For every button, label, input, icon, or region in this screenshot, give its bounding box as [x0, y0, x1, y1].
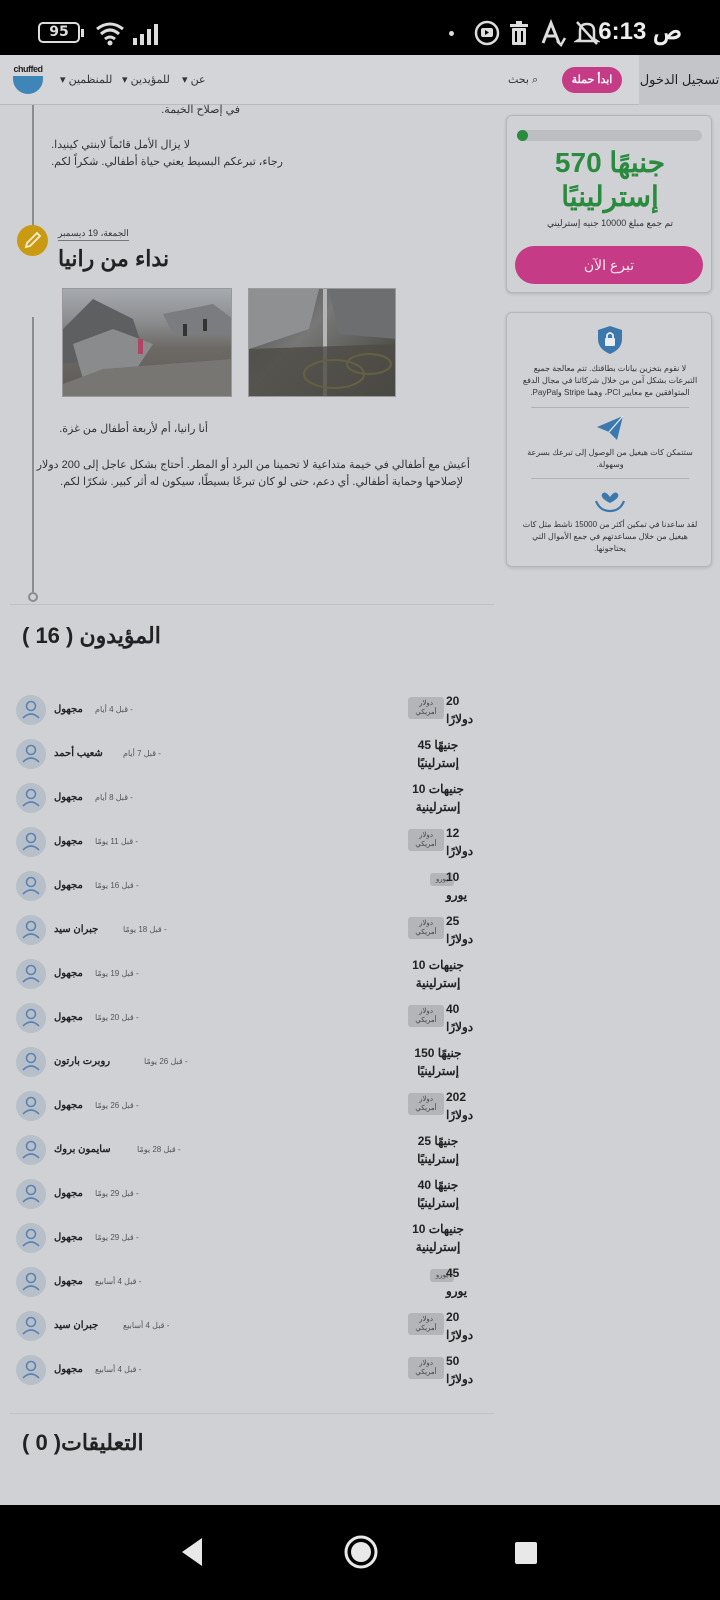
update-text: رجاء، تبرعكم البسيط يعني حياة أطفالي. شكراً لكم. [51, 156, 283, 168]
amount-currency: دولارًا [446, 844, 474, 858]
time-label: قبل 7 أيام [123, 749, 157, 758]
amount-value: 10 جنيهات [412, 958, 464, 972]
supporter-time [95, 1013, 139, 1022]
donation-amount [446, 1000, 473, 1036]
separator: - [133, 881, 139, 890]
nav-about-label: عن [190, 74, 206, 86]
amount-value: 20 [446, 1310, 460, 1324]
avatar-icon [16, 871, 46, 901]
separator: - [133, 969, 139, 978]
currency-badge: دولار أمريكي [408, 1357, 444, 1379]
section-divider [10, 604, 494, 605]
home-icon[interactable] [343, 1534, 379, 1570]
supporter-name: مجهول [54, 1012, 83, 1023]
community-info-text: لقد ساعدنا في تمكين أكثر من 15000 ناشط مثل كات هيغيل من خلال مساعدتهم في جمع الأموال التي يحتاجونها. [522, 520, 698, 553]
amount-value: 40 [446, 1002, 460, 1016]
update-date[interactable]: الجمعة، 19 ديسمبر [58, 228, 129, 241]
time-label: قبل 11 يومًا [95, 837, 134, 846]
supporter-name: مجهول [54, 704, 83, 715]
separator: - [136, 1365, 142, 1374]
time-label: قبل 26 يومًا [144, 1057, 183, 1066]
time-label: قبل 29 يومًا [95, 1189, 134, 1198]
amount-currency: إسترلينيًا [417, 1152, 459, 1166]
status-bar [0, 0, 720, 55]
comments-heading: ( 0 )التعليقات [22, 1430, 144, 1455]
update-text: لا يزال الأمل قائماً لابنتي كينيدا. [51, 139, 190, 151]
wifi-icon [95, 20, 125, 46]
avatar-icon [16, 739, 46, 769]
amount-value: 25 [446, 914, 460, 928]
supporter-row [0, 1003, 500, 1047]
currency-badge: دولار أمريكي [408, 917, 444, 939]
supporter-row [0, 871, 500, 915]
amount-currency: إسترلينية [415, 800, 461, 814]
amount-value: 50 [446, 1354, 460, 1368]
trust-info-card [506, 312, 712, 567]
separator: - [133, 1189, 139, 1198]
supporter-row [0, 1267, 500, 1311]
supporter-row [0, 1091, 500, 1135]
avatar-icon [16, 1003, 46, 1033]
security-info-text: لا نقوم بتخزين بيانات بطاقتك. تتم معالجة جميع التبرعات بشكل آمن من خلال شركائنا في مجال الدفع المتوافقين مع معايير PCI، وهما Stripe وPayPal. [522, 364, 698, 397]
shield-lock-icon [595, 325, 625, 355]
search-icon: ⌕ [532, 74, 539, 86]
supporter-row [0, 1135, 500, 1179]
login-button[interactable]: تسجيل الدخول [639, 55, 720, 105]
supporter-time [95, 793, 133, 802]
supporter-row [0, 959, 500, 1003]
timeline-line [32, 105, 34, 245]
amount-value: 10 جنيهات [412, 1222, 464, 1236]
supporter-name: مجهول [54, 1232, 83, 1243]
supporter-row [0, 1223, 500, 1267]
time-label: قبل 4 أسابيع [95, 1277, 137, 1286]
supporter-time [123, 925, 167, 934]
delete-icon [506, 19, 532, 47]
notification-dot-icon [449, 31, 454, 36]
search-link[interactable] [508, 73, 538, 87]
amount-currency: يورو [446, 1284, 468, 1298]
donation-amount [446, 692, 473, 728]
avatar-icon [16, 1091, 46, 1121]
helping-hands-icon [595, 485, 625, 515]
time-label: قبل 29 يومًا [95, 1233, 134, 1242]
update-text: في إصلاح الخيمة. [161, 104, 240, 116]
amount-value: 45 جنيهًا [417, 738, 459, 752]
supporter-name: مجهول [54, 1276, 83, 1287]
currency-badge: دولار أمريكي [408, 829, 444, 851]
supporter-name: مجهول [54, 1364, 83, 1375]
signal-icon [132, 22, 162, 46]
amount-value: 12 [446, 826, 460, 840]
logo-mark [13, 76, 43, 94]
supporter-row [0, 915, 500, 959]
avatar-icon [16, 1223, 46, 1253]
avatar-icon [16, 1179, 46, 1209]
update-paragraph: أعيش مع أطفالي في خيمة متداعية لا تحمينا من البرد أو المطر. أحتاج بشكل عاجل إلى 200 دولار [36, 459, 470, 471]
supporter-time [95, 969, 139, 978]
donation-amount [446, 1088, 473, 1124]
avatar-icon [16, 959, 46, 989]
goal-text: تم جمع مبلغ 10000 جنيه إسترليني [546, 218, 674, 228]
chuffed-logo[interactable] [12, 64, 44, 96]
separator: - [128, 705, 133, 714]
avatar-icon [16, 1355, 46, 1385]
time-label: قبل 19 يومًا [95, 969, 134, 978]
currency-badge: يورو [430, 873, 454, 886]
back-icon[interactable] [178, 1535, 208, 1569]
time-label: قبل 18 يومًا [123, 925, 162, 934]
supporter-name: مجهول [54, 1100, 83, 1111]
donation-amount [446, 824, 473, 860]
amount-value: 20 [446, 694, 460, 708]
supporter-row [0, 1047, 500, 1091]
currency-badge: دولار أمريكي [408, 697, 444, 719]
logo-text: chuffed [13, 64, 43, 74]
avatar-icon [16, 827, 46, 857]
supporter-row [0, 1311, 500, 1355]
amount-currency: دولارًا [446, 712, 474, 726]
avatar-icon [16, 1047, 46, 1077]
currency-badge: دولار أمريكي [408, 1313, 444, 1335]
clock: 6:13 ص [598, 18, 682, 45]
supporter-time [95, 1189, 139, 1198]
system-navigation-bar [0, 1505, 720, 1600]
update-photo-camp[interactable] [62, 288, 232, 397]
currency-badge: يورو [430, 1269, 454, 1282]
supporter-name: مجهول [54, 880, 83, 891]
amount-raised-line2: إسترلينيًا [561, 181, 659, 212]
paper-plane-icon [595, 413, 625, 443]
search-label: بحث [508, 74, 529, 86]
mute-icon [574, 19, 600, 47]
donation-amount [408, 1220, 468, 1256]
section-divider [10, 1413, 494, 1414]
amount-currency: دولارًا [446, 1372, 474, 1386]
avatar-icon [16, 1267, 46, 1297]
nav-about[interactable] [182, 73, 206, 86]
pencil-icon [17, 225, 48, 256]
amount-currency: دولارًا [446, 932, 474, 946]
supporter-row [0, 1355, 500, 1399]
font-icon [540, 19, 566, 47]
start-campaign-button[interactable]: ابدأ حملة [562, 67, 622, 93]
amount-currency: إسترلينية [415, 976, 461, 990]
amount-raised [507, 146, 713, 214]
donation-amount [446, 1352, 473, 1388]
info-divider [531, 478, 689, 479]
amount-value: 40 جنيهًا [417, 1178, 459, 1192]
amount-currency: إسترلينيًا [417, 1196, 459, 1210]
nav-organizers-label: للمنظمين [68, 74, 113, 86]
supporter-row [0, 695, 500, 739]
time-label: قبل 16 يومًا [95, 881, 134, 890]
time-label: قبل 4 أسابيع [123, 1321, 165, 1330]
supporter-time [95, 881, 139, 890]
donation-amount [446, 1308, 473, 1344]
chevron-down-icon: ▾ [60, 74, 66, 86]
donation-amount [408, 736, 468, 772]
info-divider [531, 407, 689, 408]
amount-currency: إسترلينيًا [417, 756, 459, 770]
supporter-name: روبرت بارتون [54, 1056, 111, 1067]
supporter-time [95, 1101, 139, 1110]
supporter-name: مجهول [54, 836, 83, 847]
time-label: قبل 8 أيام [95, 793, 129, 802]
supporter-time [123, 1321, 169, 1330]
timeline-line [32, 317, 34, 592]
nav-supporters[interactable] [122, 73, 170, 86]
separator: - [133, 1101, 139, 1110]
donation-amount [446, 1264, 467, 1300]
separator: - [133, 1013, 139, 1022]
supporter-name: سايمون بروك [54, 1144, 111, 1155]
separator: - [128, 793, 133, 802]
donation-card [506, 115, 712, 293]
donation-amount [408, 1132, 468, 1168]
update-title: نداء من رانيا [58, 246, 170, 271]
avatar-icon [16, 915, 46, 945]
amount-value: 150 جنيهًا [414, 1046, 462, 1060]
donation-amount [408, 1044, 468, 1080]
supporter-name: مجهول [54, 792, 83, 803]
donate-now-button[interactable]: تبرع الآن [515, 246, 703, 284]
separator: - [182, 1057, 188, 1066]
update-photo-tent[interactable] [248, 288, 396, 397]
amount-value: 25 جنيهًا [417, 1134, 459, 1148]
separator: - [161, 925, 167, 934]
supporter-name: جبران سيد [54, 1320, 99, 1331]
supporter-time [95, 1233, 139, 1242]
nav-supporters-label: للمؤيدين [130, 74, 170, 86]
chevron-down-icon: ▾ [182, 74, 188, 86]
update-paragraph: لإصلاحها وحماية أطفالي. أي دعم، حتى لو كان تبرعًا بسيطًا، سيكون له أثر كبير. شكرًا لكم. [60, 476, 463, 488]
supporter-name: مجهول [54, 968, 83, 979]
time-label: قبل 28 يومًا [137, 1145, 176, 1154]
battery-icon: 95 [38, 22, 80, 43]
donation-amount [408, 780, 468, 816]
supporters-heading: ( 16 ) المؤيدون [22, 623, 161, 648]
supporter-name: جبران سيد [54, 924, 99, 935]
avatar-icon [16, 1135, 46, 1165]
supporter-time [95, 837, 138, 846]
avatar-icon [16, 695, 46, 725]
avatar-icon [16, 783, 46, 813]
supporter-row [0, 783, 500, 827]
donation-amount [446, 912, 473, 948]
funding-progress-fill [517, 130, 528, 141]
amount-raised-line1: 570 جنيهًا [554, 147, 666, 178]
separator: - [175, 1145, 181, 1154]
separator: - [133, 837, 139, 846]
supporter-time [95, 705, 133, 714]
supporter-row [0, 1179, 500, 1223]
site-header [0, 55, 720, 105]
amount-currency: دولارًا [446, 1108, 474, 1122]
funding-progress-bar [517, 130, 702, 141]
amount-value: 202 [446, 1090, 467, 1104]
separator: - [164, 1321, 170, 1330]
amount-currency: إسترلينيًا [417, 1064, 459, 1078]
supporter-name: شعيب أحمد [54, 748, 103, 759]
chevron-down-icon: ▾ [122, 74, 128, 86]
amount-currency: إسترلينية [415, 1240, 461, 1254]
donation-amount [446, 868, 467, 904]
time-label: قبل 4 أيام [95, 705, 129, 714]
amount-value: 45 [446, 1266, 460, 1280]
nav-organizers[interactable] [60, 73, 112, 86]
amount-currency: دولارًا [446, 1020, 474, 1034]
time-label: قبل 26 يومًا [95, 1101, 134, 1110]
avatar-icon [16, 1311, 46, 1341]
separator: - [136, 1277, 142, 1286]
recents-icon[interactable] [513, 1540, 539, 1566]
currency-badge: دولار أمريكي [408, 1005, 444, 1027]
web-page [0, 55, 720, 1505]
currency-badge: دولار أمريكي [408, 1093, 444, 1115]
speed-info-text: ستتمكن كات هيغيل من الوصول إلى تبرعك بسرعة وسهولة. [527, 448, 693, 469]
supporter-time [144, 1057, 188, 1066]
supporter-row [0, 739, 500, 783]
supporter-time [95, 1365, 141, 1374]
time-label: قبل 4 أسابيع [95, 1365, 137, 1374]
donation-amount [408, 956, 468, 992]
amount-value: 10 جنيهات [412, 782, 464, 796]
separator: - [156, 749, 161, 758]
youtube-icon [474, 19, 500, 47]
donation-amount [408, 1176, 468, 1212]
supporter-row [0, 827, 500, 871]
separator: - [133, 1233, 139, 1242]
amount-currency: دولارًا [446, 1328, 474, 1342]
timeline-end-dot [28, 592, 38, 602]
supporter-name: مجهول [54, 1188, 83, 1199]
update-paragraph: أنا رانيا، أم لأربعة أطفال من غزة. [59, 423, 208, 435]
supporter-time [137, 1145, 181, 1154]
amount-value: 10 [446, 870, 460, 884]
supporter-time [123, 749, 161, 758]
amount-currency: يورو [446, 888, 468, 902]
time-label: قبل 20 يومًا [95, 1013, 134, 1022]
supporter-time [95, 1277, 141, 1286]
